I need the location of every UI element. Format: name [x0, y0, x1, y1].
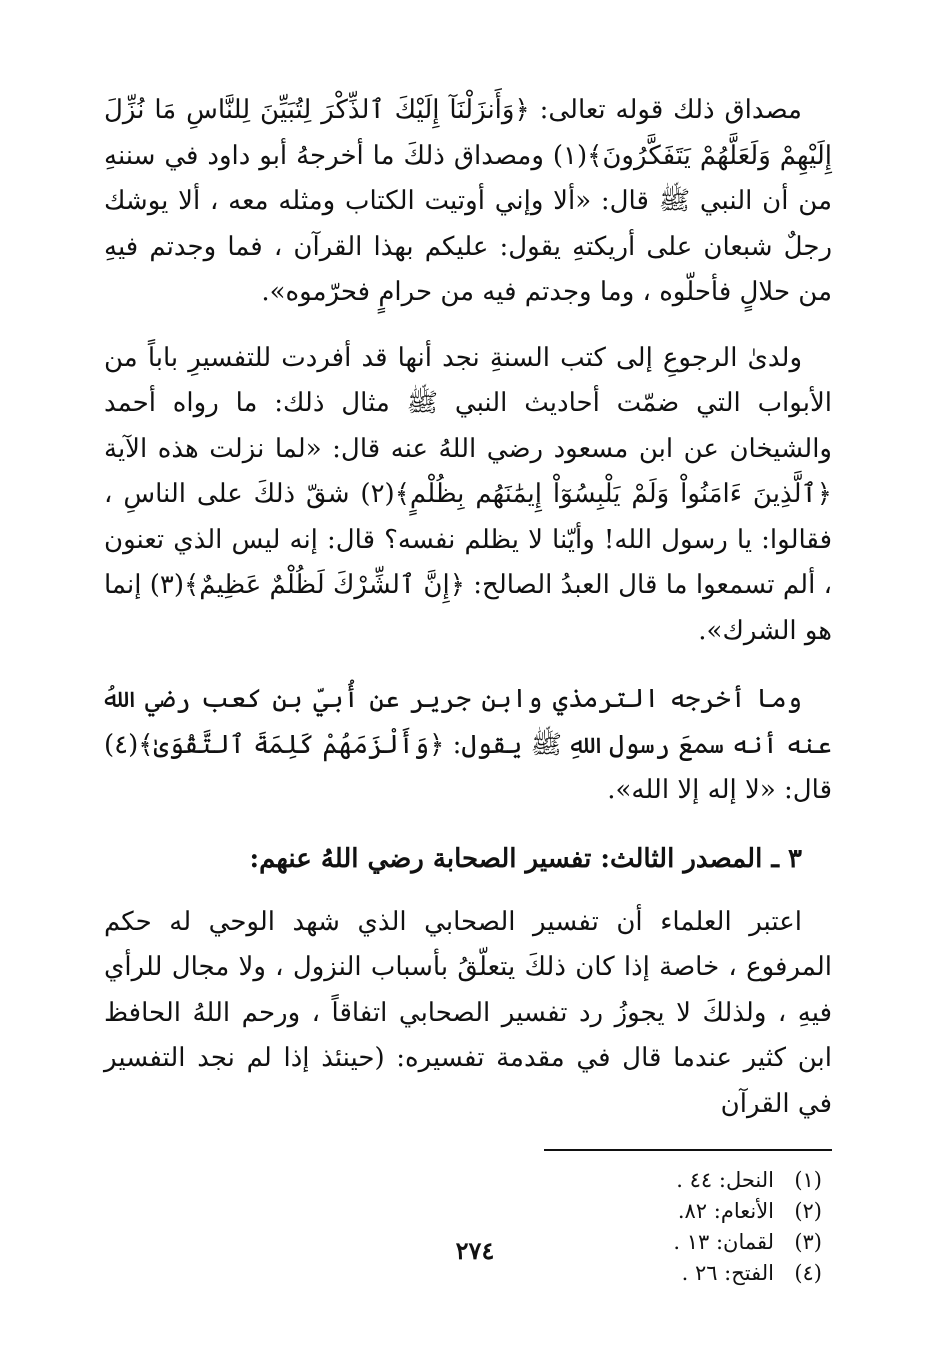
section-heading: ٣ ـ المصدر الثالث: تفسير الصحابة رضي اللهُ عنهم:: [249, 843, 802, 874]
footnote: [104, 1196, 832, 1227]
footnote-number: (٤): [794, 1261, 822, 1285]
footnote-number: (٢): [794, 1199, 822, 1223]
footnote-text: الفتح: ٢٦ .: [681, 1261, 774, 1285]
footnote-divider: [544, 1149, 832, 1151]
page-number: ٢٧٤: [455, 1236, 495, 1265]
footnote-text: الأنعام: ٨٢.: [677, 1199, 774, 1223]
paragraph-1: مصداق ذلك قوله تعالى: ﴿وَأَنزَلْنَآ إِلَيْكَ ٱلذِّكْرَ لِتُبَيِّنَ لِلنَّاسِ مَا نُزِّلَ إِلَيْهِمْ وَلَعَلَّهُمْ يَتَفَكَّرُونَ﴾(١) ومصداق ذلكَ ما أخرجهُ أبو داود في سننهِ من أن النبي ﷺ قال: «ألا وإني أوتيت الكتاب ومثله معه ، ألا يوشك رجلٌ شبعان على أريكتهِ يقول: عليكم بهذا القرآن ، فما وجدتم فيهِ من حلالٍ فأحلّوه ، وما وجدتم فيه من حرامٍ فحرّموه».: [104, 95, 832, 307]
footnote-number: (٣): [794, 1230, 822, 1254]
footnote-number: (١): [794, 1168, 822, 1192]
paragraph-2: ولدىٰ الرجوعِ إلى كتب السنةِ نجد أنها قد أفردت للتفسيرِ باباً من الأبواب التي ضمّت أحاديث النبي ﷺ مثال ذلك: ما رواه أحمد والشيخان عن ابن مسعود رضي اللهُ عنه قال: «لما نزلت هذه الآية ﴿ٱلَّذِينَ ءَامَنُواْ وَلَمْ يَلْبِسُوٓاْ إِيمَٰنَهُم بِظُلْمٍ﴾(٢) شقّ ذلكَ على الناسِ ، فقالوا: يا رسول الله! وأيّنا لا يظلم نفسه؟ قال: إنه ليس الذي تعنون ، ألم تسمعوا ما قال العبدُ الصالح: ﴿إِنَّ ٱلشِّرْكَ لَظُلْمٌ عَظِيمٌ﴾(٣) إنما هو الشرك».: [104, 342, 832, 646]
paragraph-3: وما أخرجه الترمذي وابن جرير عن أُبيّ بن كعب رضي اللهُ عنه أنه سمعَ رسول اللهِ ﷺ يقول: ﴿وَأَلْزَمَهُمْ كَلِمَةَ ٱلتَّقْوَىٰ﴾(٤) قال: «لا إله إلا الله».: [104, 684, 832, 805]
footnote-text: لقمان: ١٣ .: [673, 1230, 774, 1254]
footnote-text: النحل: ٤٤ .: [676, 1168, 774, 1192]
footnotes-list: [104, 1165, 832, 1289]
footnote: [104, 1165, 832, 1196]
paragraph-4: اعتبر العلماء أن تفسير الصحابي الذي شهد الوحي له حكم المرفوع ، خاصة إذا كان ذلكَ يتعلّقُ بأسباب النزول ، ولا مجال للرأي فيهِ ، ولذلكَ لا يجوزُ رد تفسير الصحابي اتفاقاً ، ورحم اللهُ الحافظ ابن كثير عندما قال في مقدمة تفسيره: (حينئذ إذا لم نجد التفسير في القرآن: [104, 906, 832, 1119]
